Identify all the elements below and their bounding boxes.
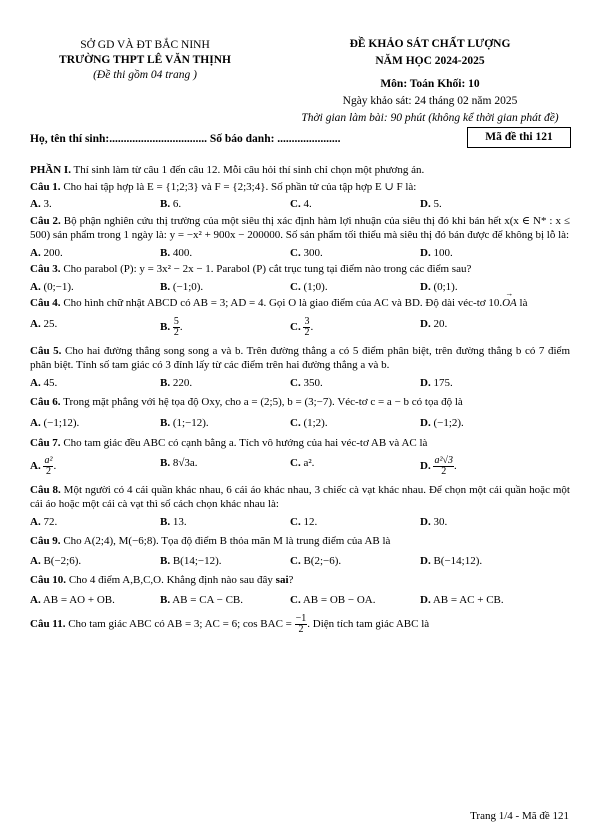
question-label: Câu 1. — [30, 180, 61, 193]
question-2 — [30, 214, 570, 243]
option-label: B. — [160, 246, 171, 259]
option-b[interactable]: B. (−1;0). — [160, 280, 204, 293]
part-title: PHẦN I. — [30, 164, 71, 176]
option-label: D. — [420, 198, 431, 210]
question-text: Cho A(2;4), M(−6;8). Tọa độ điểm B thỏa mãn M là trung điểm của AB là — [60, 535, 391, 547]
pages-note: (Đề thi gồm 04 trang ) — [93, 69, 197, 81]
header-right — [300, 36, 560, 127]
option-a[interactable]: A. 200. — [30, 246, 63, 259]
school-year: NĂM HỌC 2024-2025 — [375, 55, 485, 67]
option-label: C. — [290, 198, 301, 210]
option-label: B. — [160, 554, 171, 567]
fraction — [173, 317, 180, 338]
option-label: C. — [290, 456, 301, 469]
option-b[interactable]: B. AB = CA − CB. — [160, 593, 244, 606]
option-label: B. — [160, 515, 171, 528]
option-a[interactable]: A. 45. — [30, 376, 58, 389]
question-text: Cho tam giác đều ABC có cạnh bằng a. Tích vô hướng của hai véc-tơ AB và AC là — [60, 437, 428, 449]
option-label: A. — [30, 459, 41, 472]
question-10 — [30, 573, 570, 588]
option-b[interactable]: B. 6. — [160, 198, 182, 210]
header-left — [30, 38, 260, 83]
option-label: D. — [420, 246, 431, 259]
option-label: B. — [160, 376, 171, 389]
options-2 — [30, 246, 570, 261]
question-text: Một người có 4 cái quần khác nhau, 6 cái áo khác nhau, 3 chiếc cà vạt khác nhau. Để chọn một cái quần hoặc một cái áo hoặc một cái cà vạt thì số cách chọn khác nhau là: — [30, 483, 570, 510]
option-label: B. — [160, 280, 171, 293]
option-label: D. — [420, 376, 431, 389]
subject-line: Môn: Toán Khối: 10 — [380, 78, 480, 90]
option-d[interactable]: D. 100. — [420, 246, 453, 259]
emphasis-word: sai — [275, 574, 289, 586]
denominator: 2 — [45, 465, 51, 477]
numerator: 3 — [304, 315, 310, 327]
option-label: A. — [30, 246, 41, 259]
exam-code-box: Mã đề thi 121 — [467, 127, 571, 148]
options-5 — [30, 376, 570, 391]
option-a[interactable]: A. 25. — [30, 317, 58, 330]
option-a[interactable]: A. 72. — [30, 515, 58, 528]
question-label: Câu 3. — [30, 263, 61, 275]
option-label: D. — [420, 515, 431, 528]
option-d[interactable]: D. (0;1). — [420, 280, 458, 293]
question-9 — [30, 534, 570, 549]
exam-date: Ngày khảo sát: 24 tháng 02 năm 2025 — [342, 95, 518, 107]
page-footer: Trang 1/4 - Mã đề 121 — [470, 810, 569, 822]
exam-title: ĐỀ KHẢO SÁT CHẤT LƯỢNG — [349, 38, 511, 50]
option-c[interactable]: C. 4. — [290, 198, 312, 210]
option-c[interactable]: C. 350. — [290, 376, 323, 389]
question-6 — [30, 395, 570, 410]
question-3 — [30, 262, 570, 277]
question-text: Cho hình chữ nhật ABCD có AB = 3; AD = 4. Gọi O là giao điểm của AC và BD. Độ dài véc-tơ 10. — [60, 297, 503, 309]
question-tail: là — [516, 297, 528, 309]
option-d[interactable]: D. 30. — [420, 515, 448, 528]
option-c[interactable]: C. 300. — [290, 246, 323, 259]
option-label: B. — [160, 198, 171, 210]
option-label: A. — [30, 198, 41, 210]
part-instruction: Thí sinh làm từ câu 1 đến câu 12. Mỗi câu hỏi thí sinh chỉ chọn một phương án. — [70, 164, 425, 176]
school-name: TRƯỜNG THPT LÊ VĂN THỊNH — [59, 54, 231, 66]
part-heading — [30, 163, 570, 178]
question-4 — [30, 296, 570, 311]
option-label: D. — [420, 554, 431, 567]
option-d[interactable]: D. (−1;2). — [420, 416, 464, 429]
options-1 — [30, 197, 570, 212]
option-label: B. — [160, 320, 171, 333]
option-label: D. — [420, 416, 431, 429]
option-c[interactable]: C. (1;0). — [290, 280, 328, 293]
exam-duration: Thời gian làm bài: 90 phút (không kể thời gian phát đề) — [301, 112, 559, 124]
option-a[interactable]: A. (0;−1). — [30, 280, 74, 293]
option-c[interactable]: C. (1;2). — [290, 416, 328, 429]
question-label: Câu 11. — [30, 618, 66, 631]
option-label: D. — [420, 593, 431, 606]
option-label: A. — [30, 554, 41, 567]
student-info-line: Họ, tên thí sinh:.................................. Số báo danh: ...................... — [30, 133, 341, 145]
question-text: Cho hai tập hợp là E = {1;2;3} và F = {2;3;4}. Số phần tử của tập hợp E ∪ F là: — [60, 180, 417, 193]
fraction — [433, 456, 454, 477]
option-label: C. — [290, 416, 301, 429]
option-label: D. — [420, 459, 431, 472]
numerator: 5 — [173, 315, 179, 327]
denominator: 2 — [304, 326, 310, 338]
denominator: 2 — [441, 465, 447, 477]
question-1 — [30, 180, 570, 195]
option-label: A. — [30, 376, 41, 389]
question-tail: . Diện tích tam giác ABC là — [307, 618, 430, 631]
option-a[interactable]: A. B(−2;6). — [30, 554, 82, 567]
options-3 — [30, 280, 570, 295]
option-d[interactable]: D. AB = AC + CB. — [420, 593, 504, 606]
option-d[interactable]: D. B(−14;12). — [420, 554, 483, 567]
numerator: a² — [44, 454, 53, 466]
option-d[interactable]: D. $\frac{\text{a²√3}}{2}$ . — [420, 454, 457, 477]
option-b[interactable]: B. $\frac{5}{2}$ . — [160, 315, 183, 338]
fraction — [295, 614, 308, 635]
fraction — [43, 456, 53, 477]
option-label: B. — [160, 456, 171, 469]
option-a[interactable]: A. 3. — [30, 198, 52, 210]
options-10 — [30, 593, 570, 608]
option-label: A. — [30, 280, 41, 293]
question-text: Trong mặt phẳng với hệ tọa độ Oxy, cho a = (2;5), b = (3;−7). Véc-tơ c = a − b có tọa độ là — [60, 396, 463, 408]
question-text: Cho 4 điểm A,B,C,O. Khẳng định nào sau đây — [66, 574, 276, 586]
option-label: C. — [290, 376, 301, 389]
option-label: D. — [420, 280, 431, 293]
question-label: Câu 2. — [30, 214, 61, 227]
question-8 — [30, 483, 570, 512]
option-b[interactable]: B. 220. — [160, 376, 193, 389]
question-label: Câu 9. — [30, 535, 61, 547]
option-c[interactable]: C. AB = OB − OA. — [290, 593, 376, 606]
option-label: A. — [30, 416, 41, 429]
question-text: Cho parabol (P): y = 3x² − 2x − 1. Parabol (P) cắt trục tung tại điểm nào trong các điểm sau? — [60, 263, 472, 275]
numerator: a²√3 — [434, 454, 453, 466]
options-7 — [30, 456, 570, 477]
option-a[interactable]: A. (−1;12). — [30, 416, 80, 429]
options-4 — [30, 317, 570, 338]
question-label: Câu 6. — [30, 396, 61, 408]
question-label: Câu 4. — [30, 297, 61, 309]
question-7 — [30, 436, 570, 451]
option-label: C. — [290, 554, 301, 567]
option-d[interactable]: D. 5. — [420, 198, 442, 210]
options-9 — [30, 554, 570, 569]
option-a[interactable]: A. $\frac{\text{a²}}{2}$ . — [30, 454, 57, 477]
question-label: Câu 7. — [30, 437, 61, 449]
option-label: B. — [160, 416, 171, 429]
option-b[interactable]: B. 400. — [160, 246, 193, 259]
vector-oa: → OA — [502, 296, 517, 311]
fraction — [303, 317, 310, 338]
dept-name: SỞ GD VÀ ĐT BẮC NINH — [80, 39, 210, 51]
question-tail: ? — [288, 574, 294, 586]
option-c[interactable]: C. a². — [290, 456, 315, 469]
option-label: B. — [160, 593, 171, 606]
option-label: D. — [420, 317, 431, 330]
options-8 — [30, 515, 570, 530]
option-a[interactable]: A. AB = AO + OB. — [30, 593, 115, 606]
option-b[interactable]: B. 13. — [160, 515, 187, 528]
option-label: A. — [30, 317, 41, 330]
option-b[interactable]: B. 8√3a. — [160, 456, 198, 469]
option-label: A. — [30, 593, 41, 606]
option-label: C. — [290, 515, 301, 528]
option-d[interactable]: D. 175. — [420, 376, 453, 389]
question-text: Cho tam giác ABC có AB = 3; AC = 6; cos BAC = — [65, 618, 295, 631]
numerator: −1 — [295, 613, 307, 624]
denominator: 2 — [298, 624, 304, 635]
question-5 — [30, 344, 570, 373]
option-label: C. — [290, 280, 301, 293]
question-label: Câu 8. — [30, 483, 61, 496]
options-6 — [30, 416, 570, 431]
option-c[interactable]: C. 12. — [290, 515, 318, 528]
question-label: Câu 10. — [30, 574, 67, 586]
question-text: Cho hai đường thẳng song song a và b. Trên đường thẳng a có 5 điểm phân biệt, trên đường thẳng b có 7 điểm phân biệt. Tính số tam giác có 3 đỉnh lấy từ các điểm trên hai đường thẳng a và b. — [30, 344, 570, 371]
option-c[interactable]: C. B(2;−6). — [290, 554, 342, 567]
question-11 — [30, 614, 570, 635]
option-label: C. — [290, 246, 301, 259]
option-b[interactable]: B. B(14;−12). — [160, 554, 222, 567]
question-text: Bộ phận nghiên cứu thị trường của một siêu thị xác định hàm lợi nhuận của siêu thị đó khi bán hết x(x ∈ N* : x ≤ 500) sản phẩm trong 1 ngày là: y = −x² + 900x − 200000. Số sản phẩm tối thiểu mà siêu thị đó bán được để không bị lỗ là: — [30, 214, 570, 241]
option-label: A. — [30, 515, 41, 528]
option-label: C. — [290, 320, 301, 333]
option-c[interactable]: C. $\frac{3}{2}$ . — [290, 315, 314, 338]
question-label: Câu 5. — [30, 344, 62, 357]
option-b[interactable]: B. (1;−12). — [160, 416, 209, 429]
exam-body — [30, 163, 570, 635]
option-label: C. — [290, 593, 301, 606]
option-d[interactable]: D. 20. — [420, 317, 448, 330]
denominator: 2 — [173, 326, 179, 338]
